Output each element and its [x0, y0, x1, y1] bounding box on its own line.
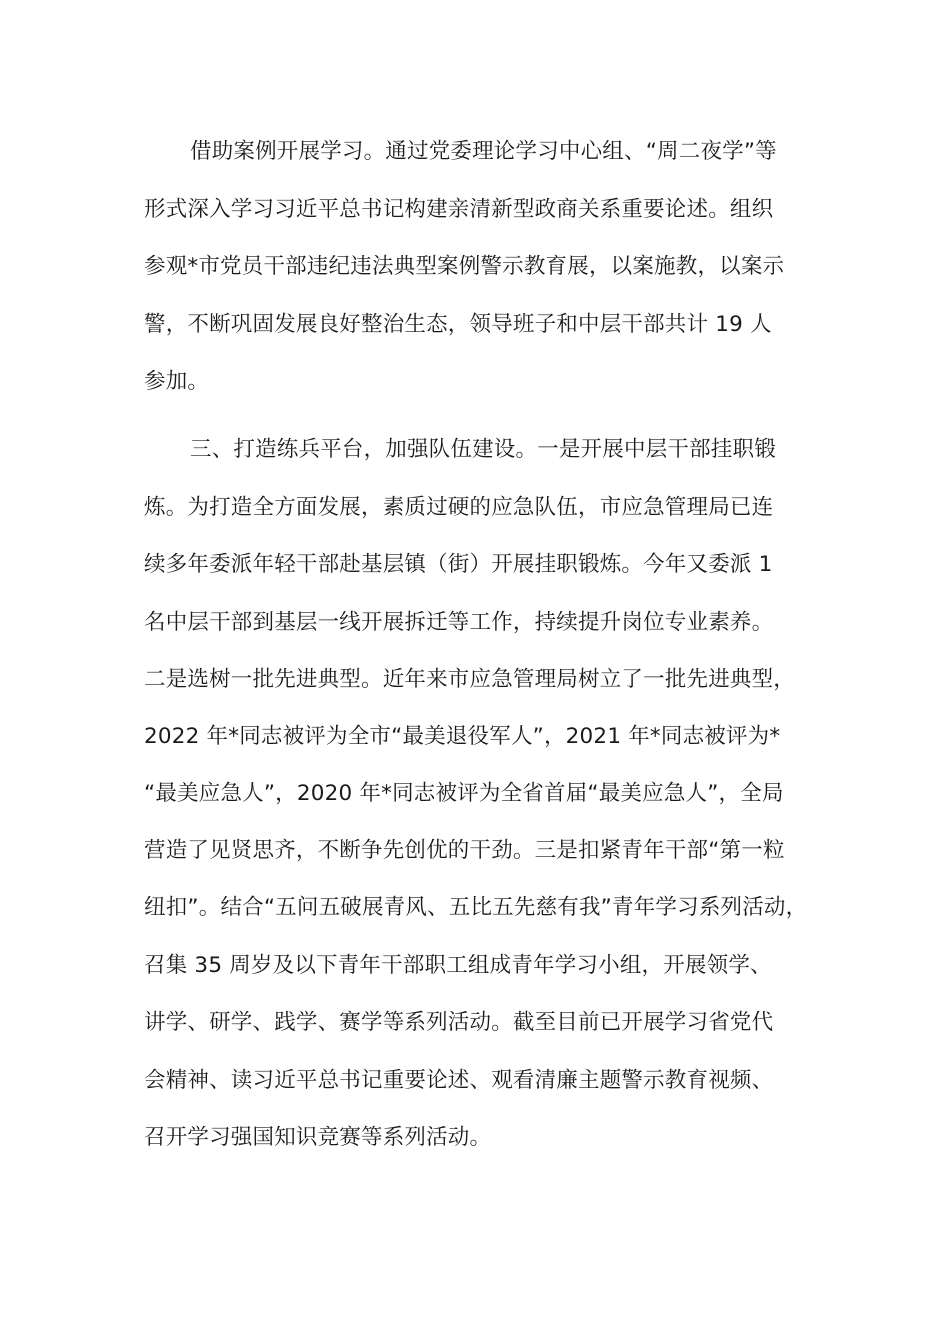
text-line: 形式深入学习习近平总书记构建亲清新型政商关系重要论述。组织 — [144, 197, 774, 222]
text-line: 参加。 — [144, 369, 210, 394]
text-line: 续多年委派年轻干部赴基层镇（街）开展挂职锻炼。今年又委派 1 — [144, 552, 773, 577]
text-line: 讲学、研学、践学、赛学等系列活动。截至目前已开展学习省党代 — [144, 1010, 774, 1035]
text-line: 借助案例开展学习。通过党委理论学习中心组、“周二夜学”等 — [190, 139, 777, 164]
text-line: 会精神、读习近平总书记重要论述、观看清廉主题警示教育视频、 — [144, 1068, 774, 1093]
text-line: 纽扣”。结合“五问五破展青风、五比五先慈有我”青年学习系列活动， — [144, 895, 808, 920]
text-line: 警，不断巩固发展良好整治生态，领导班子和中层干部共计 19 人 — [144, 312, 772, 337]
text-line: 二是选树一批先进典型。近年来市应急管理局树立了一批先进典型， — [144, 667, 796, 692]
text-line: 炼。为打造全方面发展，素质过硬的应急队伍，市应急管理局已连 — [144, 495, 774, 520]
text-line: 召集 35 周岁及以下青年干部职工组成青年学习小组，开展领学、 — [144, 953, 772, 978]
text-line: 三、打造练兵平台，加强队伍建设。一是开展中层干部挂职锻 — [190, 437, 776, 462]
text-line: “最美应急人”，2020 年*同志被评为全省首届“最美应急人”，全局 — [144, 781, 784, 806]
text-line: 营造了见贤思齐，不断争先创优的干劲。三是扣紧青年干部“第一粒 — [144, 838, 785, 863]
text-line: 召开学习强国知识竞赛等系列活动。 — [144, 1125, 492, 1150]
text-line: 名中层干部到基层一线开展拆迁等工作，持续提升岗位专业素养。 — [144, 610, 774, 635]
text-line: 参观*市党员干部违纪违法典型案例警示教育展，以案施教，以案示 — [144, 254, 785, 279]
text-line: 2022 年*同志被评为全市“最美退役军人”，2021 年*同志被评为* — [144, 724, 781, 749]
